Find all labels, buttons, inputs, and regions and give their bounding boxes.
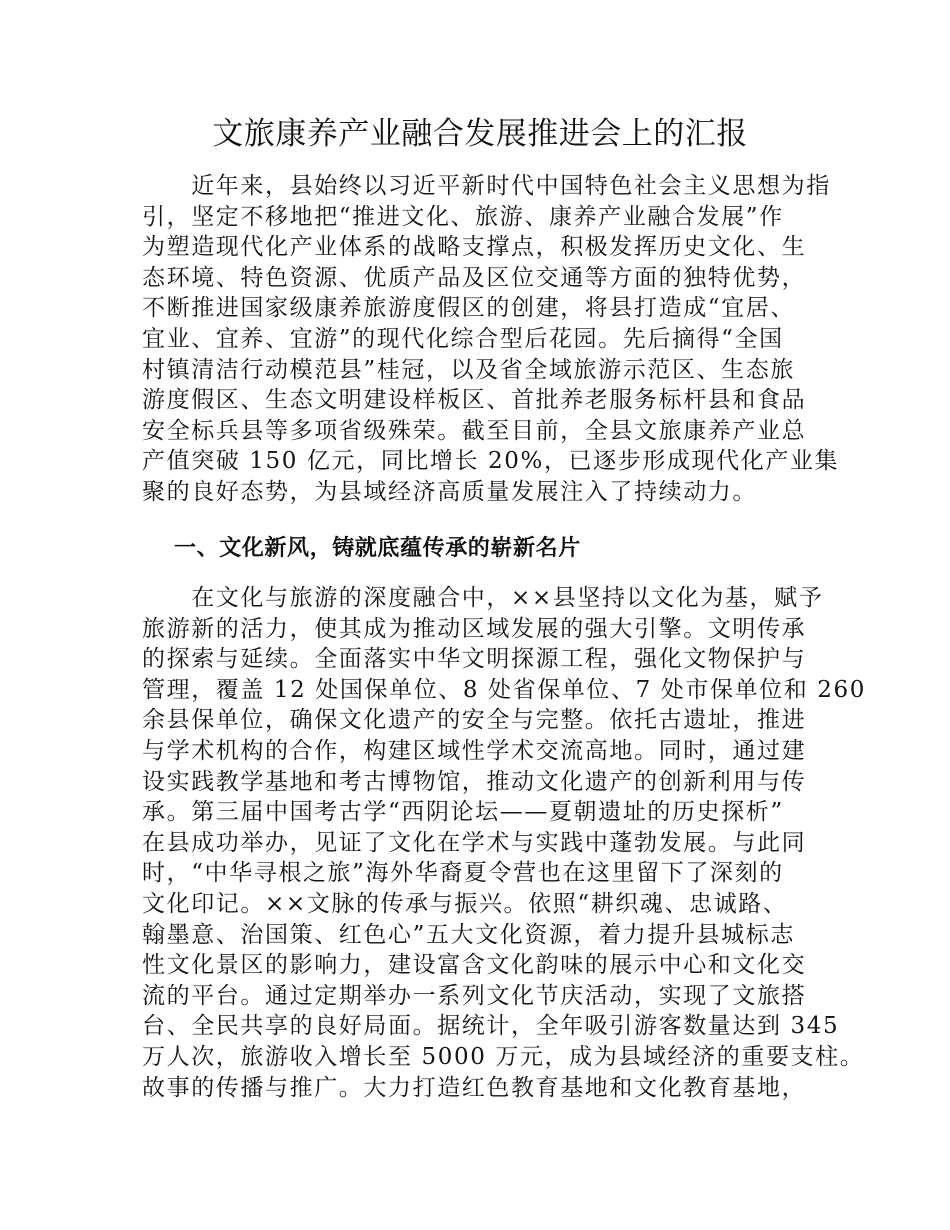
text-line: 性文化景区的影响力，建设富含文化韵味的展示中心和文化交 — [142, 952, 807, 979]
text-line: 故事的传播与推广。大力打造红色教育基地和文化教育基地， — [142, 1074, 807, 1101]
text-line: 为塑造现代化产业体系的战略支撑点，积极发挥历史文化、生 — [142, 234, 807, 261]
text-line: 在文化与旅游的深度融合中，××县坚持以文化为基，赋予 — [142, 585, 824, 611]
text-line: 时，“中华寻根之旅”海外华裔夏令营也在这里留下了深刻的 — [142, 860, 784, 887]
text-line: 产值突破 150 亿元，同比增长 20%，已逐步形成现代化产业集 — [142, 448, 840, 475]
text-line: 翰墨意、治国策、红色心”五大文化资源，着力提升县城标志 — [142, 921, 795, 948]
text-line: 文化印记。××文脉的传承与振兴。依照“耕织魂、忠诚路、 — [142, 890, 788, 917]
text-line: 设实践教学基地和考古博物馆，推动文化遗产的创新利用与传 — [142, 768, 807, 795]
text-line: 与学术机构的合作，构建区域性学术交流高地。同时，通过建 — [142, 737, 807, 764]
text-line: 近年来，县始终以习近平新时代中国特色社会主义思想为指 — [142, 173, 831, 199]
text-line: 万人次，旅游收入增长至 5000 万元，成为县域经济的重要支柱。 — [142, 1043, 865, 1070]
text-line: 余县保单位，确保文化遗产的安全与完整。依托古遗址，推进 — [142, 707, 807, 734]
text-line: 流的平台。通过定期举办一系列文化节庆活动，实现了文旅搭 — [142, 982, 807, 1009]
section-1-paragraph — [142, 583, 866, 1103]
text-line: 的探索与延续。全面落实中华文明探源工程，强化文物保护与 — [142, 646, 807, 673]
text-line: 游度假区、生态文明建设样板区、首批养老服务标杆县和食品 — [142, 387, 807, 414]
text-line: 旅游新的活力，使其成为推动区域发展的强大引擎。文明传承 — [142, 615, 807, 642]
text-line: 承。第三届中国考古学“西阴论坛——夏朝遗址的历史探析” — [142, 799, 784, 826]
text-line: 在县成功举办，见证了文化在学术与实践中蓬勃发展。与此同 — [142, 829, 807, 856]
text-line: 台、全民共享的良好局面。据统计，全年吸引游客数量达到 345 — [142, 1013, 840, 1040]
text-line: 村镇清洁行动模范县”桂冠，以及省全域旅游示范区、生态旅 — [142, 356, 795, 383]
text-line: 管理，覆盖 12 处国保单位、8 处省保单位、7 处市保单位和 260 — [142, 676, 866, 703]
text-line: 安全标兵县等多项省级殊荣。截至目前，全县文旅康养产业总 — [142, 417, 807, 444]
text-line: 聚的良好态势，为县域经济高质量发展注入了持续动力。 — [142, 478, 757, 505]
text-line: 态环境、特色资源、优质产品及区位交通等方面的独特优势， — [142, 264, 807, 291]
text-line: 不断推进国家级康养旅游度假区的创建，将县打造成“宜居、 — [142, 295, 795, 322]
section-heading-1: 一、文化新风，铸就底蕴传承的崭新名片 — [174, 536, 581, 561]
intro-paragraph — [142, 171, 840, 508]
text-line: 宜业、宜养、宜游”的现代化综合型后花园。先后摘得“全国 — [142, 325, 784, 352]
text-line: 引，坚定不移地把“推进文化、旅游、康养产业融合发展”作 — [142, 203, 784, 230]
document-title: 文旅康养产业融合发展推进会上的汇报 — [212, 116, 748, 152]
